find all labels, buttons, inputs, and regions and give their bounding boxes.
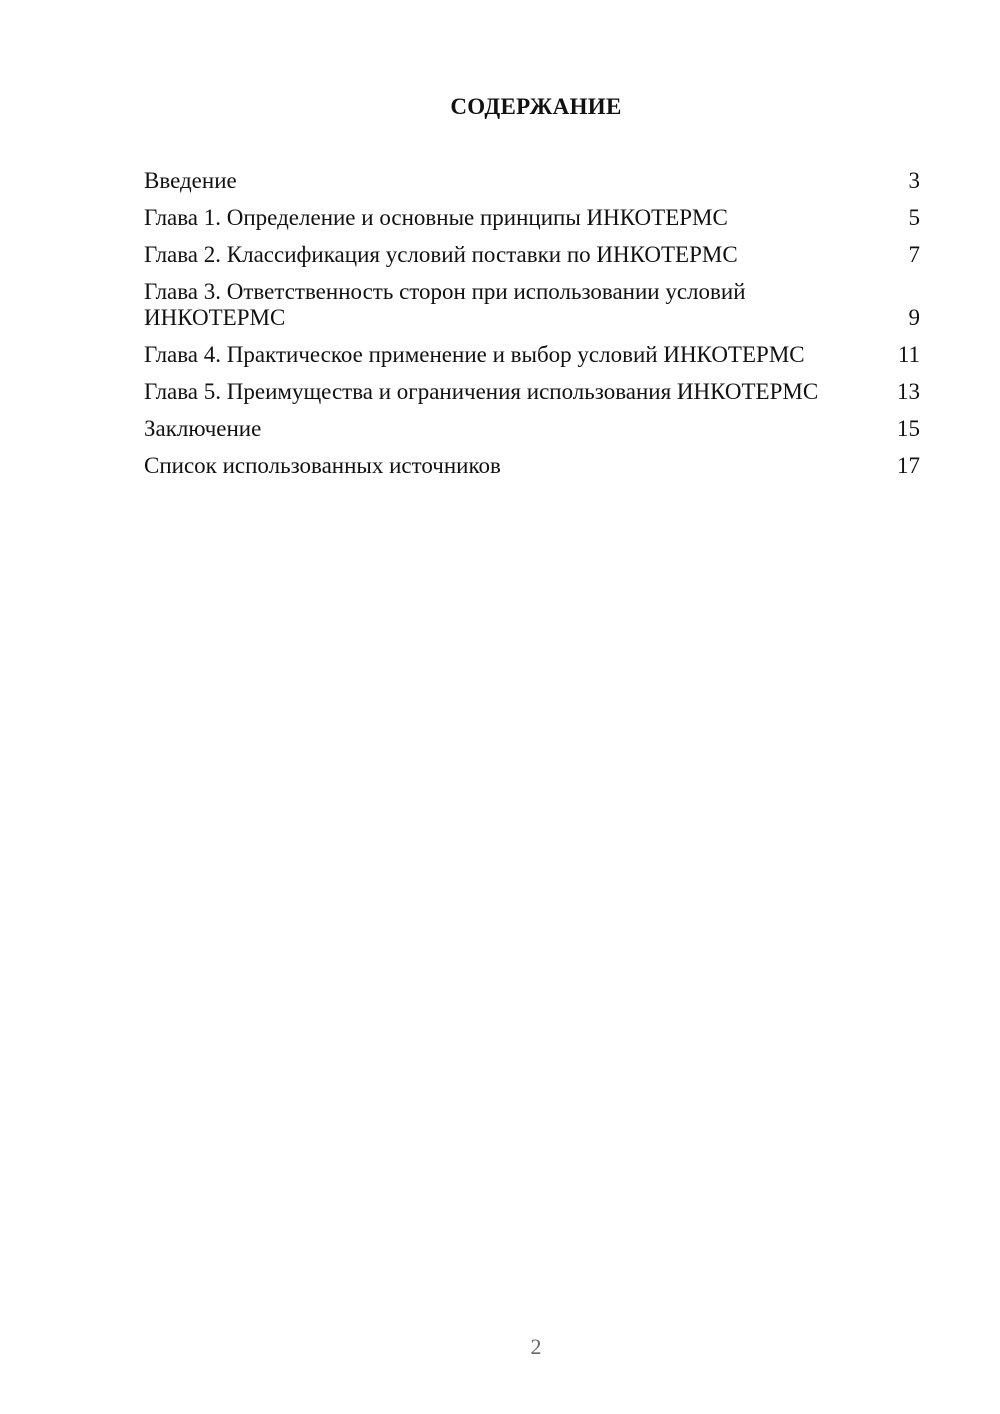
toc-entry-page: 3 [908, 168, 920, 193]
table-of-contents [144, 168, 920, 490]
toc-entry-label: Глава 4. Практическое применение и выбор условий ИНКОТЕРМС [144, 342, 805, 367]
toc-entry-label: Заключение [144, 416, 262, 441]
toc-entry-page: 13 [897, 379, 920, 404]
toc-entry-label: Глава 1. Определение и основные принципы ИНКОТЕРМС [144, 205, 728, 230]
page-number: 2 [530, 1334, 542, 1359]
toc-entry-label: Список использованных источников [144, 453, 501, 478]
toc-entry-chapter-1 [144, 205, 920, 231]
toc-entry-chapter-4 [144, 342, 920, 368]
toc-entry-introduction [144, 168, 920, 194]
toc-entry-label: Введение [144, 168, 237, 193]
toc-entry-chapter-5 [144, 379, 920, 405]
toc-entry-chapter-2 [144, 242, 920, 268]
toc-entry-page: 15 [897, 416, 920, 441]
toc-entry-references [144, 453, 920, 479]
toc-entry-page: 17 [897, 453, 920, 478]
toc-entry-chapter-3 [144, 279, 920, 331]
toc-entry-page: 9 [908, 305, 920, 330]
toc-entry-conclusion [144, 416, 920, 442]
toc-entry-label: Глава 3. Ответственность сторон при использовании условий ИНКОТЕРМС [144, 279, 746, 330]
toc-entry-page: 11 [897, 342, 920, 367]
toc-entry-label: Глава 2. Классификация условий поставки по ИНКОТЕРМС [144, 242, 738, 267]
toc-entry-label: Глава 5. Преимущества и ограничения использования ИНКОТЕРМС [144, 379, 819, 404]
page-title: СОДЕРЖАНИЕ [450, 94, 622, 119]
toc-entry-page: 5 [908, 205, 920, 230]
toc-entry-page: 7 [908, 242, 920, 267]
